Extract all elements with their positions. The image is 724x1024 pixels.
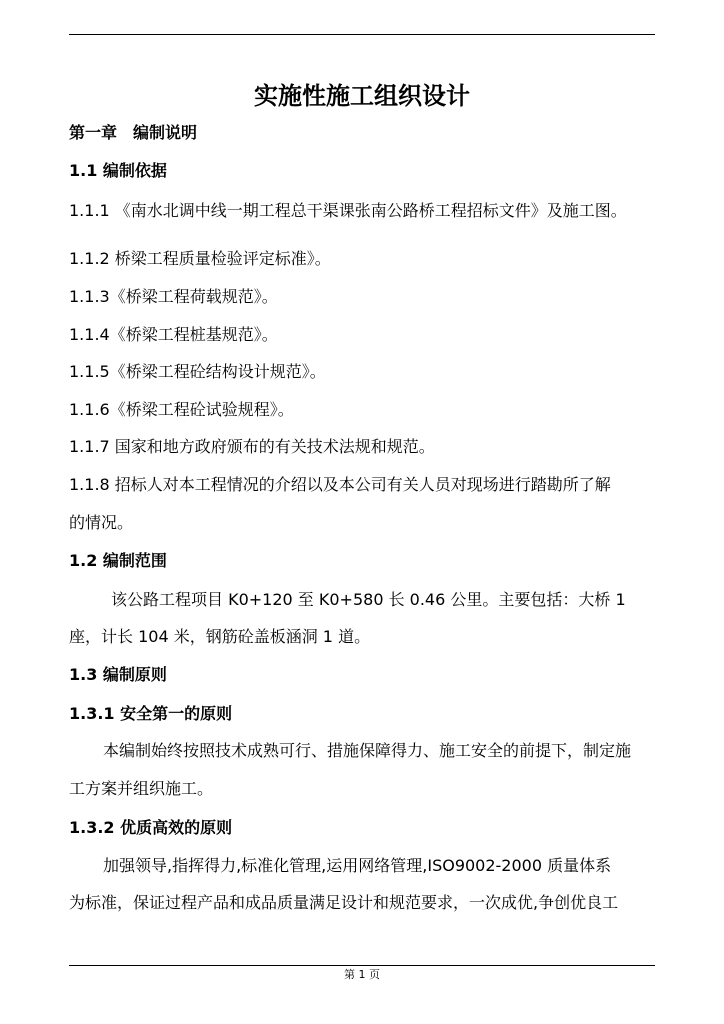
- paragraph-1-2-line1: 该公路工程项目 K0+120 至 K0+580 长 0.46 公里。主要包括：大桥 1: [111, 590, 626, 609]
- section-heading-1-2: 1.2 编制范围: [69, 551, 167, 570]
- footer-rule: [69, 965, 655, 966]
- paragraph-1-1-2: 1.1.2 桥梁工程质量检验评定标准》。: [69, 249, 331, 268]
- paragraph-1-3-1-line1: 本编制始终按照技术成熟可行、措施保障得力、施工安全的前提下，制定施: [103, 741, 632, 760]
- paragraph-1-1-6: 1.1.6《桥梁工程砼试验规程》。: [69, 400, 294, 419]
- paragraph-1-3-2-line2: 为标准，保证过程产品和成品质量满足设计和规范要求，一次成优,争创优良工: [69, 893, 619, 912]
- paragraph-1-1-7: 1.1.7 国家和地方政府颁布的有关技术法规和规范。: [69, 437, 435, 456]
- paragraph-1-1-8-line1: 1.1.8 招标人对本工程情况的介绍以及本公司有关人员对现场进行踏勘所了解: [69, 475, 611, 494]
- chapter-heading: 第一章 编制说明: [69, 123, 198, 142]
- paragraph-1-3-1-line2: 工方案并组织施工。: [69, 779, 214, 798]
- page-number: 第 1 页: [344, 968, 380, 981]
- paragraph-1-1-5: 1.1.5《桥梁工程砼结构设计规范》。: [69, 362, 326, 381]
- section-heading-1-1: 1.1 编制依据: [69, 161, 167, 180]
- paragraph-1-3-2-line1: 加强领导,指挥得力,标准化管理,运用网络管理,ISO9002-2000 质量体系: [103, 856, 612, 875]
- header-rule: [69, 34, 655, 35]
- document-title: 实施性施工组织设计: [254, 81, 470, 110]
- paragraph-1-2-line2: 座，计长 104 米，钢筋砼盖板涵洞 1 道。: [69, 627, 371, 646]
- section-heading-1-3-1: 1.3.1 安全第一的原则: [69, 704, 233, 723]
- section-heading-1-3: 1.3 编制原则: [69, 665, 167, 684]
- paragraph-1-1-4: 1.1.4《桥梁工程桩基规范》。: [69, 325, 278, 344]
- section-heading-1-3-2: 1.3.2 优质高效的原则: [69, 818, 233, 837]
- paragraph-1-1-3: 1.1.3《桥梁工程荷载规范》。: [69, 287, 278, 306]
- paragraph-1-1-8-line2: 的情况。: [69, 513, 134, 532]
- paragraph-1-1-1: 1.1.1 《南水北调中线一期工程总干渠课张南公路桥工程招标文件》及施工图。: [69, 201, 627, 220]
